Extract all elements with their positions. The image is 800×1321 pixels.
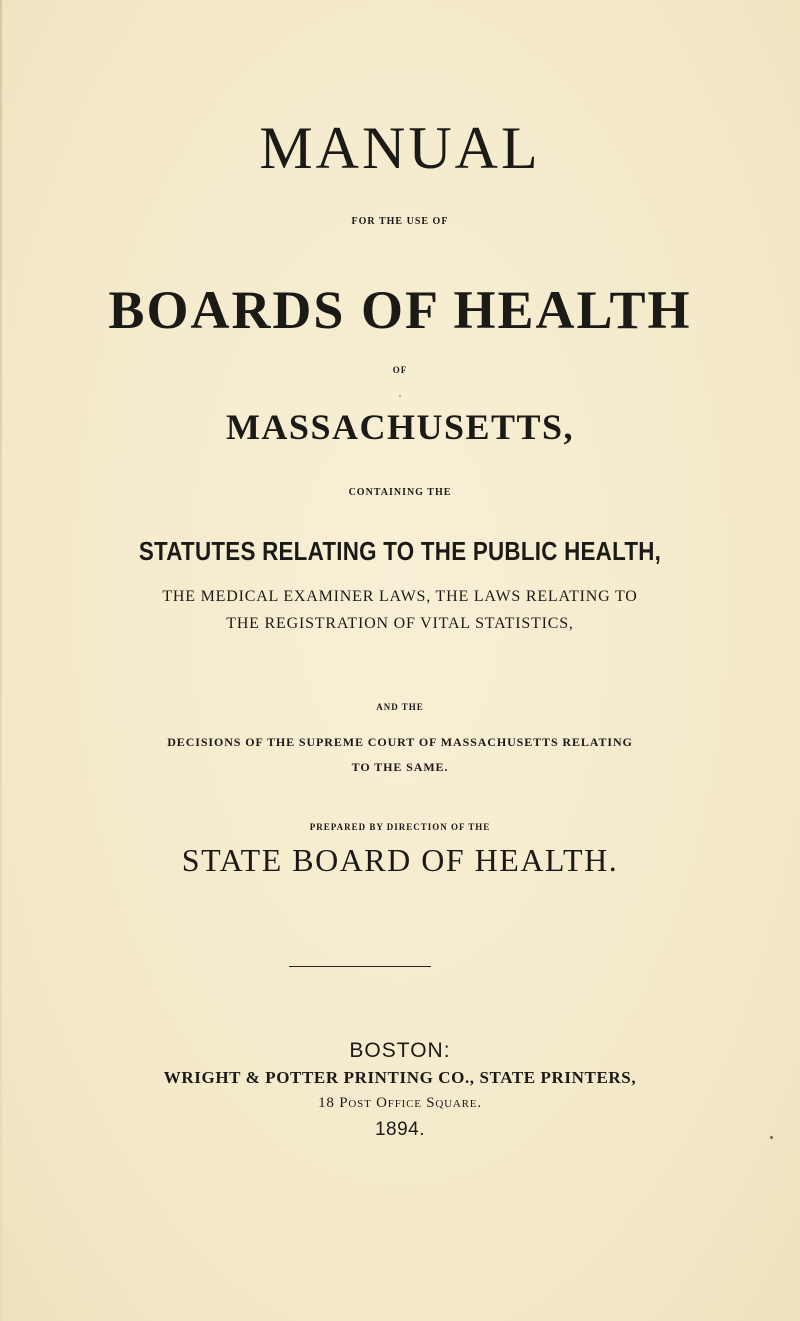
state-name: MASSACHUSETTS, bbox=[225, 407, 575, 447]
paper-speck bbox=[399, 395, 401, 397]
subject-heading: BOARDS OF HEALTH bbox=[108, 280, 692, 340]
and-the: AND THE bbox=[376, 702, 424, 712]
authority-heading: STATE BOARD OF HEALTH. bbox=[181, 842, 619, 878]
same-line: TO THE SAME. bbox=[351, 760, 449, 774]
paper-speck bbox=[770, 1136, 773, 1139]
statutes-heading: STATUTES RELATING TO THE PUBLIC HEALTH, bbox=[138, 536, 662, 566]
title: MANUAL bbox=[259, 115, 541, 181]
for-the-use-of: FOR THE USE OF bbox=[351, 216, 449, 227]
imprint-address: 18 Post Office Square. bbox=[318, 1095, 482, 1111]
imprint-city: BOSTON: bbox=[349, 1039, 451, 1062]
medical-examiner-line: THE MEDICAL EXAMINER LAWS, THE LAWS RELATING TO bbox=[162, 588, 638, 605]
of-connector: OF bbox=[392, 365, 408, 375]
decisions-line: DECISIONS OF THE SUPREME COURT OF MASSACHUSETTS RELATING bbox=[167, 735, 633, 749]
divider-rule bbox=[289, 966, 431, 967]
prepared-by: PREPARED BY DIRECTION OF THE bbox=[309, 822, 491, 832]
containing-the: CONTAINING THE bbox=[348, 487, 452, 498]
registration-line: THE REGISTRATION OF VITAL STATISTICS, bbox=[226, 615, 574, 632]
imprint-year: 1894. bbox=[374, 1119, 426, 1140]
imprint-printer: WRIGHT & POTTER PRINTING CO., STATE PRINTERS, bbox=[163, 1068, 637, 1087]
